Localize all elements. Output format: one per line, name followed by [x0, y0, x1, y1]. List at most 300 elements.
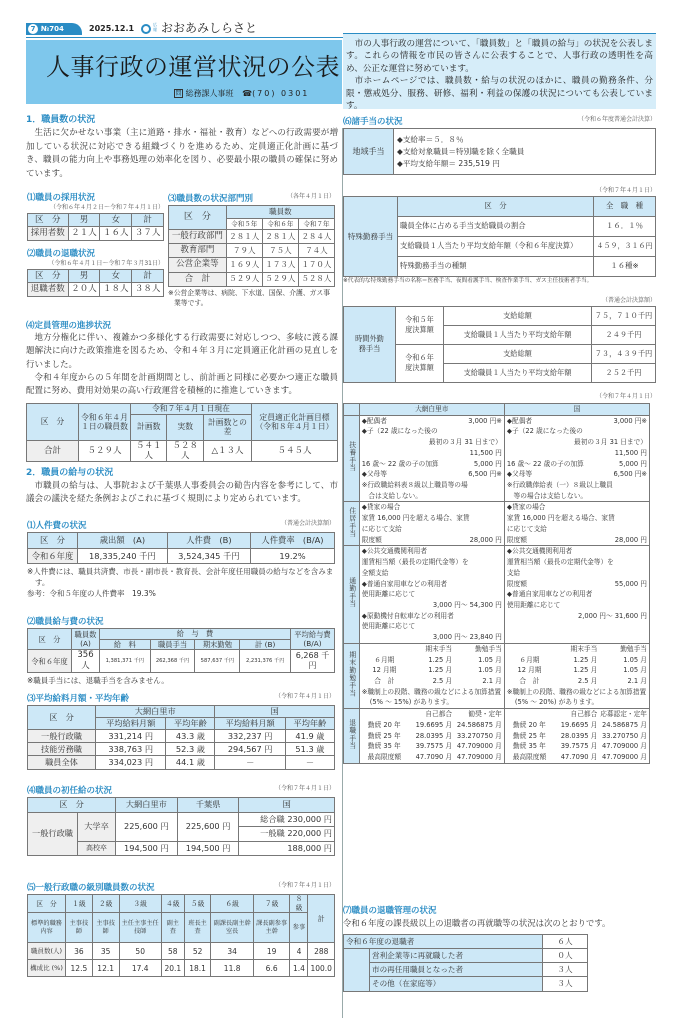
- compare-line: 等の場合は支給しない。: [506, 491, 588, 500]
- labor-cost: [27, 520, 335, 600]
- cell: 主任主事主任技師: [119, 913, 161, 943]
- hdr: 人件費 (B): [167, 533, 250, 549]
- dept-heading: ⑶職員数の状況部門別: [168, 194, 254, 204]
- label: 扶養手当: [347, 441, 356, 473]
- hdr: 給 与 費: [100, 629, 291, 639]
- grade-heading: ⑸一般行政職の級別職員数の状況: [27, 883, 155, 893]
- cell: 課長副参事主幹: [253, 913, 290, 943]
- cell: 公営企業等: [169, 258, 227, 272]
- cell: 36: [66, 943, 93, 960]
- compare-row: 勤続 35 年 39.7575 月 47.709000 月: [513, 742, 647, 751]
- intro-p2: 市ホームページでは、職員数・給与の状況のほかに、職員の勤務条件、分限・懲戒処分、服務、研修、福利・利益の保護の状況についても公表しています。: [346, 76, 653, 112]
- cell: ３人: [543, 977, 588, 991]
- grade-staff: [27, 882, 335, 977]
- cell: ５２８人: [298, 272, 334, 286]
- compare-row: 勤続 20 年 19.6695 月 24.586875 月: [513, 720, 647, 729]
- compare-line: 最初の３月 31 日まで）: [428, 438, 502, 447]
- compare-row: 勤続 35 年 39.7575 月 47.709000 月: [367, 742, 502, 751]
- page-number: 7: [28, 24, 38, 34]
- compare-line: 3,000 円～ 54,300 円: [432, 600, 502, 609]
- cell: ２５２千円: [592, 363, 656, 382]
- cell: ０人: [543, 948, 588, 962]
- cell: ７５人: [262, 244, 298, 258]
- hdr: 女: [100, 270, 132, 283]
- labor-basis: （普通会計決算額）: [280, 520, 335, 527]
- intro-box: [343, 33, 656, 112]
- cell: ２８４人: [298, 230, 334, 244]
- cell: 225,600 円: [177, 812, 239, 841]
- text: ◆支給対象職員＝特別職を除く全職員: [397, 146, 525, 156]
- hdr: 令和６年: [262, 218, 298, 229]
- cell: 地域手当: [344, 129, 394, 175]
- cell: 参事: [290, 913, 308, 943]
- phone-icon: ☎: [242, 89, 253, 98]
- hdr: １級: [66, 895, 93, 913]
- hdr: 計画数: [131, 414, 167, 440]
- cell: 令和６年度決算額: [396, 344, 444, 382]
- compare-line: ◆子（22 歳になった後の: [506, 427, 583, 436]
- compare-row: 最高限度額 47.7090 月 47.709000 月: [512, 753, 647, 761]
- cell: ２８１人: [262, 230, 298, 244]
- compare-line: に応じて支給: [506, 524, 547, 533]
- cell: 支給総額: [444, 306, 592, 325]
- section-2-heading: 2．職員の給与の状況: [26, 468, 114, 478]
- cell: 18,335,240 千円: [78, 548, 168, 564]
- compare-note: ※職制上の段階、職務の級などによる加算措置 (5% ～ 15%) があります。: [361, 687, 502, 707]
- cell: 総合職 230,000 円: [239, 812, 335, 827]
- hdr: 区 分: [28, 214, 69, 227]
- cell: 令和６年度: [28, 548, 78, 564]
- hdr: 令和７年: [298, 218, 334, 229]
- contact-phone: (70) 0301: [252, 89, 310, 98]
- cell: 特殊勤務手当の種類: [398, 257, 594, 277]
- compare-row: ６月期 1.25 月 1.05 月: [374, 655, 502, 664]
- cell: ５４５人: [252, 440, 338, 461]
- section-2-body: 市職員の給与は、人事院および千葉県人事委員会の勧告内容を参考にして、市議会の議決を経た条例およびこれに基づく規則により定められています。: [26, 481, 338, 505]
- compare-line: ◆貸家の場合: [506, 503, 546, 512]
- cell: 52: [184, 943, 211, 960]
- cell: －: [285, 756, 334, 769]
- hdr: 区 分: [28, 706, 96, 729]
- compare-line: 11,500 円: [614, 448, 647, 457]
- dept-table: [168, 205, 335, 286]
- row-label: [344, 415, 360, 502]
- cell: 一般行政部門: [169, 230, 227, 244]
- cell: 34: [211, 943, 253, 960]
- compare-date: （令和７年４月１日）: [595, 392, 656, 400]
- cell: △１３人: [203, 440, 251, 461]
- cell: 令和６年度: [28, 650, 72, 673]
- compare-line: ※行政職俸給表（一）８級以上職員: [506, 481, 613, 490]
- publication-name: おおあみしらさと: [161, 21, 258, 35]
- cell: 19: [253, 943, 290, 960]
- cell: １７３人: [262, 258, 298, 272]
- dep-nat: [504, 415, 649, 502]
- hdr: 区 分: [28, 533, 78, 549]
- comparison-table: [343, 403, 650, 764]
- cell: 一般行政職: [28, 729, 96, 742]
- cell: 大学卒: [78, 812, 116, 841]
- hdr: 平均給料月額: [96, 717, 166, 729]
- cell: 50: [119, 943, 161, 960]
- logo-icon: [141, 24, 151, 34]
- cell: ３人: [543, 963, 588, 977]
- label: 期末勤勉手当: [347, 651, 356, 698]
- quota-progress: [26, 320, 338, 462]
- grade-table: [27, 894, 335, 977]
- cell: 51.3 歳: [285, 742, 334, 755]
- compare-line: 家賃 16,000 円を超える場合、家賃: [506, 514, 615, 523]
- hdr: 定員適正化計画目標（令和８年４月１日）: [252, 404, 338, 440]
- cell: 構成比 (%): [28, 960, 66, 977]
- cell: 職員数(人): [28, 943, 66, 960]
- hdr: 平均年齢: [166, 717, 215, 729]
- cell: １７０人: [298, 258, 334, 272]
- cell: 退職者数: [28, 283, 69, 296]
- starting-salary: [27, 785, 335, 856]
- compare-line: 限度額 28,000 円: [506, 535, 647, 544]
- hdr: 実数: [167, 414, 203, 440]
- cell: ２０人: [68, 283, 100, 296]
- dept-note: ※公営企業等は、病院、下水道、国保、介護、ガス事業等です。: [168, 288, 331, 307]
- cell: 高校卒: [78, 841, 116, 856]
- hdr: 令和５年: [226, 218, 262, 229]
- cell: 19.2%: [250, 548, 334, 564]
- compare-row: 勤続 25 年 28.0395 月 33.270750 月: [367, 731, 502, 740]
- quota-p1: 地方分権化に伴い、複雑かつ多様化する行政需要に対応しつつ、多岐に渡る課題解決に向けた政策推進を図るため、令和４年３月に定員適正化計画の見直しを行いました。: [26, 333, 338, 370]
- compare-line: ◆父母等 6,500 円※: [361, 470, 502, 479]
- special-note: ※代表的な特殊勤務手当の名称＝医務手当、夜間看護手当、検査作業手当、ガス主任技術者手当。: [343, 278, 593, 284]
- hdr: 人件費率 (B/A): [250, 533, 334, 549]
- compare-line: 使用距離に応じて: [361, 622, 416, 631]
- grade-date: （令和７年４月１日）: [274, 882, 335, 889]
- retire-city: [359, 709, 504, 764]
- cell: ２８１人: [226, 230, 262, 244]
- hdr: 区 分: [169, 206, 227, 230]
- compare-row: 12 月期 1.25 月 1.05 月: [372, 666, 502, 675]
- cell: 主事技師: [66, 913, 93, 943]
- hdr: 大網白里市: [96, 706, 215, 718]
- issue-date: 2025.12.1: [89, 24, 135, 33]
- com-nat: [504, 546, 649, 643]
- allowance-heading: ⑹諸手当の状況: [343, 117, 403, 127]
- hdr: 国: [239, 798, 335, 813]
- section-1-heading: 1．職員数の状況: [26, 115, 96, 125]
- cell: 職員全体に占める手当支給職員の割合: [398, 217, 594, 237]
- cell: 6.6: [253, 960, 290, 977]
- compare-row: 最高限度額 47.7090 月 47.709000 月: [367, 753, 502, 761]
- cell: 58: [161, 943, 184, 960]
- compare-note: ※職制上の段階、職務の級などによる加算措置 (5% ～ 20%) があります。: [506, 687, 647, 707]
- bonus-nat: [504, 643, 649, 708]
- starting-table: [27, 797, 335, 856]
- cell: ３７人: [132, 227, 164, 240]
- cell: 6,268 千円: [291, 650, 335, 673]
- cell: 294,567 円: [215, 742, 285, 755]
- hdr: 計: [308, 895, 335, 943]
- hiring-period: （令和６年４月２日～令和７年４月１日）: [49, 204, 164, 212]
- hdr: 標準的職務内容: [28, 913, 66, 943]
- hdr: 歳出額 (A): [78, 533, 168, 549]
- cell: 1,381,371 千円: [100, 650, 151, 673]
- compare-line: 3,000 円～ 23,840 円: [432, 633, 502, 642]
- cell: 3,524,345 千円: [167, 548, 250, 564]
- cell: ２１人: [68, 227, 100, 240]
- cell: 一般職 220,000 円: [239, 827, 335, 842]
- labor-table: [27, 532, 335, 564]
- cell: ７５，７１０千円: [592, 306, 656, 325]
- compare-line: 使用距離に応じて: [506, 600, 561, 609]
- hdr: ５級: [184, 895, 211, 913]
- row-label: [344, 502, 360, 546]
- hdr: 千葉県: [177, 798, 239, 813]
- cell: １６９人: [226, 258, 262, 272]
- cell: 採用者数: [28, 227, 69, 240]
- cell: 194,500 円: [116, 841, 178, 856]
- salary-table: [27, 628, 335, 673]
- cell: 332,237 円: [215, 729, 285, 742]
- row-label: [344, 643, 360, 708]
- cell: 12.1: [92, 960, 119, 977]
- compare-line: ◆配偶者 3,000 円※: [361, 416, 502, 425]
- retirement-heading: ⑵職員の退職状況: [27, 249, 96, 259]
- hdr: 計: [132, 214, 164, 227]
- bonus-city: [359, 643, 504, 708]
- compare-line: 全額支給: [361, 568, 389, 577]
- compare-line: に応じて支給: [361, 524, 402, 533]
- hdr: 女: [100, 214, 132, 227]
- row-label: [344, 546, 360, 643]
- cell: ７９人: [226, 244, 262, 258]
- compare-row: 合 計 2.5 月 2.1 月: [374, 676, 502, 685]
- section-2: [26, 467, 338, 506]
- ot-basis: （普通会計決算額）: [601, 297, 656, 305]
- cell: 100.0: [308, 960, 335, 977]
- hiring-heading: ⑴職員の採用状況: [27, 193, 96, 203]
- cell: 52.3 歳: [166, 742, 215, 755]
- cell: 技能労務職: [28, 742, 96, 755]
- compare-line: ◆配偶者 3,000 円※: [506, 416, 647, 425]
- compare-line: ※行政職給料表８級以上職員等の場: [361, 481, 468, 490]
- hdr: 平均給与費(B/A): [291, 629, 335, 650]
- compare-line: ◆原動機付自転車などの利用者: [361, 611, 454, 620]
- compare-row: 自己都合 勧奨・定年: [425, 710, 502, 719]
- avg-pay-heading: ⑶平均給料月額・平均年齢: [27, 694, 130, 704]
- compare-line: ◆公共交通機関利用者: [506, 547, 573, 556]
- cell: 18.1: [184, 960, 211, 977]
- cell: 4: [290, 943, 308, 960]
- compare-line: 家賃 16,000 円を超える場合、家賃: [361, 514, 470, 523]
- compare-line: ◆子（22 歳になった後の: [361, 427, 438, 436]
- cell: 331,214 円: [96, 729, 166, 742]
- hdr: 給 料: [100, 639, 151, 649]
- cell: 令和５年度決算額: [396, 306, 444, 344]
- salary-note: ※職員手当には、退職手当を含みません。: [27, 676, 169, 686]
- cell: 2,231,376 千円: [240, 650, 291, 673]
- hou-nat: [504, 502, 649, 546]
- cell: 262,368 千円: [150, 650, 195, 673]
- hdr: ６級: [211, 895, 253, 913]
- cell: 一般行政職: [28, 812, 78, 856]
- hdr: ８級: [290, 895, 308, 913]
- cell: 225,600 円: [116, 812, 178, 841]
- compare-line: 2,000 円～ 31,600 円: [578, 611, 647, 620]
- cell: 教育部門: [169, 244, 227, 258]
- cell: １６種※: [594, 257, 656, 277]
- cell: ５４１人: [131, 440, 167, 461]
- hdr: 平均年齢: [285, 717, 334, 729]
- overtime-table: [343, 306, 656, 383]
- cell: １６人: [100, 227, 132, 240]
- cell: 338,763 円: [96, 742, 166, 755]
- cell: ７３，４３９千円: [592, 344, 656, 363]
- cell: 主事技師: [92, 913, 119, 943]
- cell: ４５９，３１６円: [594, 237, 656, 257]
- intro-p1: 市の人事行政の運営について、「職員数」と「職員の給与」の状況を公表します。これらの情報を市民の皆さんに公表することで、人事行政の透明性を高め、公正な運営に努めています。: [346, 39, 653, 74]
- cell: 職員全体: [28, 756, 96, 769]
- retirement-period: （令和６年４月１日～令和７年３月31日）: [48, 260, 164, 268]
- dept-staff: [168, 193, 335, 308]
- dept-icon: 問: [175, 90, 182, 97]
- hdr: 計 (B): [240, 639, 291, 649]
- hdr: 期末勤勉: [195, 639, 240, 649]
- cell: 班長主査: [184, 913, 211, 943]
- cell: 令和６年度の退職者: [344, 934, 543, 948]
- hdr: ４級: [161, 895, 184, 913]
- hiring-table: [27, 213, 164, 241]
- cell: ５２９人: [262, 272, 298, 286]
- cell: 334,023 円: [96, 756, 166, 769]
- starting-heading: ⑷職員の初任給の状況: [27, 786, 113, 796]
- cell: ５２９人: [226, 272, 262, 286]
- retire-mgmt-heading: ⑺職員の退職管理の状況: [343, 906, 437, 916]
- compare-row: 合 計 2.5 月 2.1 月: [519, 676, 647, 685]
- row-label: [344, 709, 360, 764]
- salary-cost: [27, 616, 335, 687]
- cell: １８人: [100, 283, 132, 296]
- dept-date: （各年４月１日）: [286, 193, 335, 200]
- hdr: 令和６年４月１日の職員数: [79, 404, 131, 440]
- issue-tab: [26, 23, 82, 35]
- retirement-status: [27, 248, 164, 297]
- hdr: 区 分: [28, 798, 116, 813]
- label: 住居手当: [347, 506, 356, 538]
- special-table: [343, 196, 656, 277]
- hdr: ３級: [119, 895, 161, 913]
- compare-line: 運賃相当額（最長の定期代金等）を: [361, 558, 469, 567]
- retire-mgmt-body: 令和６年度の課長級以上の退職者の再就職等の状況は次のとおりです。: [343, 918, 611, 929]
- hdr: 平均給料月額: [215, 717, 285, 729]
- cell: 合 計: [169, 272, 227, 286]
- compare-line: 16 歳～ 22 歳の子の加算 5,000 円: [361, 459, 502, 468]
- hdr: 区 分: [28, 895, 66, 913]
- cell: 副課長副主幹室長: [211, 913, 253, 943]
- contact: [174, 88, 309, 100]
- hdr: [344, 404, 360, 416]
- compare-line: ◆普通自家用車などの利用者: [506, 590, 593, 599]
- cell: 副主査: [161, 913, 184, 943]
- retire-nat: [504, 709, 649, 764]
- cell: 支給職員１人当たり平均支給年額（令和６年度決算）: [398, 237, 594, 257]
- label: 退職手当: [347, 718, 356, 750]
- cell: ５２９人: [79, 440, 131, 461]
- cell: ２４９千円: [592, 325, 656, 344]
- salary-heading: ⑵職員給与費の状況: [27, 617, 104, 627]
- cell: ５２８人: [167, 440, 203, 461]
- cell: 支給職員１人当たり平均支給年額: [444, 325, 592, 344]
- allowance-basis: （令和６年度普通会計決算）: [577, 116, 656, 123]
- compare-row: 勤続 25 年 28.0395 月 33.270750 月: [513, 731, 647, 740]
- cell: 587,637 千円: [195, 650, 240, 673]
- compare-line: 使用距離に応じて: [361, 590, 416, 599]
- compare-line: 支給: [506, 568, 521, 577]
- labor-note2: 参考：令和５年度の人件費率 19.3%: [27, 589, 156, 599]
- section-1-body: 生活に欠かせない事業（主に道路・排水・福祉・教育）などへの行政需要が増加している状況に対応できる組織づくりを進めるため、定員適正化計画に基づき、職員の能力向上や事務処理の効率化を図り、必要最小限の職員の確保に努めています。: [26, 128, 338, 179]
- compare-line: 限度額 28,000 円: [361, 535, 502, 544]
- special-date: （令和７年４月１日）: [595, 187, 656, 195]
- hdr: 大網白里市: [116, 798, 178, 813]
- cell: その他（在家庭等）: [370, 977, 543, 991]
- compare-line: 合は支給しない。: [361, 491, 422, 500]
- cell: ６人: [543, 934, 588, 948]
- quota-p2: 令和４年度からの５年間を計画期間とし、前計画と同様に必要かつ適正な職員配置に努め、費用対効果の高い行政運営を積極的に推進していきます。: [26, 372, 338, 396]
- cell: 194,500 円: [177, 841, 239, 856]
- cell: －: [215, 756, 285, 769]
- cell: 44.1 歳: [166, 756, 215, 769]
- hdr: 区 分: [398, 197, 594, 217]
- hdr: 区 分: [28, 629, 72, 650]
- compare-row: 期末手当 勤勉手当: [425, 644, 502, 653]
- cell: 188,000 円: [239, 841, 335, 856]
- cell: 35: [92, 943, 119, 960]
- compare-line: 11,500 円: [469, 448, 502, 457]
- compare-line: 最初の３月 31 日まで）: [574, 438, 647, 447]
- page-title: 人事行政の運営状況の公表: [46, 53, 340, 81]
- avg-pay: [27, 693, 335, 770]
- cell: 17.4: [119, 960, 161, 977]
- cell: 支給職員１人当たり平均支給年額: [444, 363, 592, 382]
- dep-city: [359, 415, 504, 502]
- compare-row: ６月期 1.25 月 1.05 月: [519, 655, 647, 664]
- compare-line: 運賃相当額（最長の定期代金等）を: [506, 558, 614, 567]
- hdr: 男: [68, 214, 100, 227]
- cell: 営利企業等に再就職した者: [370, 948, 543, 962]
- compare-line: ◆普通自家用車などの利用者: [361, 579, 448, 588]
- compare-line: ◆公共交通機関利用者: [361, 547, 428, 556]
- regional-details: [394, 129, 656, 175]
- com-city: [359, 546, 504, 643]
- hou-city: [359, 502, 504, 546]
- hdr: 全 職 種: [594, 197, 656, 217]
- hdr: ２級: [92, 895, 119, 913]
- cell: ７４人: [298, 244, 334, 258]
- retirement-management: [343, 905, 656, 992]
- cell: 11.8: [211, 960, 253, 977]
- quota-table: [26, 403, 338, 462]
- cell: 特殊勤務手当: [344, 197, 398, 277]
- cell: １６．１％: [594, 217, 656, 237]
- cell: 41.9 歳: [285, 729, 334, 742]
- cell: 288: [308, 943, 335, 960]
- cell: 市の再任用職員となった者: [370, 963, 543, 977]
- text: ◆平均支給年額＝ 235,519 円: [397, 158, 500, 168]
- hdr: 大網白里市: [359, 404, 504, 416]
- hdr: 国: [215, 706, 335, 718]
- allowances: [343, 116, 656, 402]
- cell: 356 人: [72, 650, 100, 673]
- compare-row: 12 月期 1.25 月 1.05 月: [517, 666, 647, 675]
- quota-heading: ⑷定員管理の進捗状況: [26, 321, 112, 331]
